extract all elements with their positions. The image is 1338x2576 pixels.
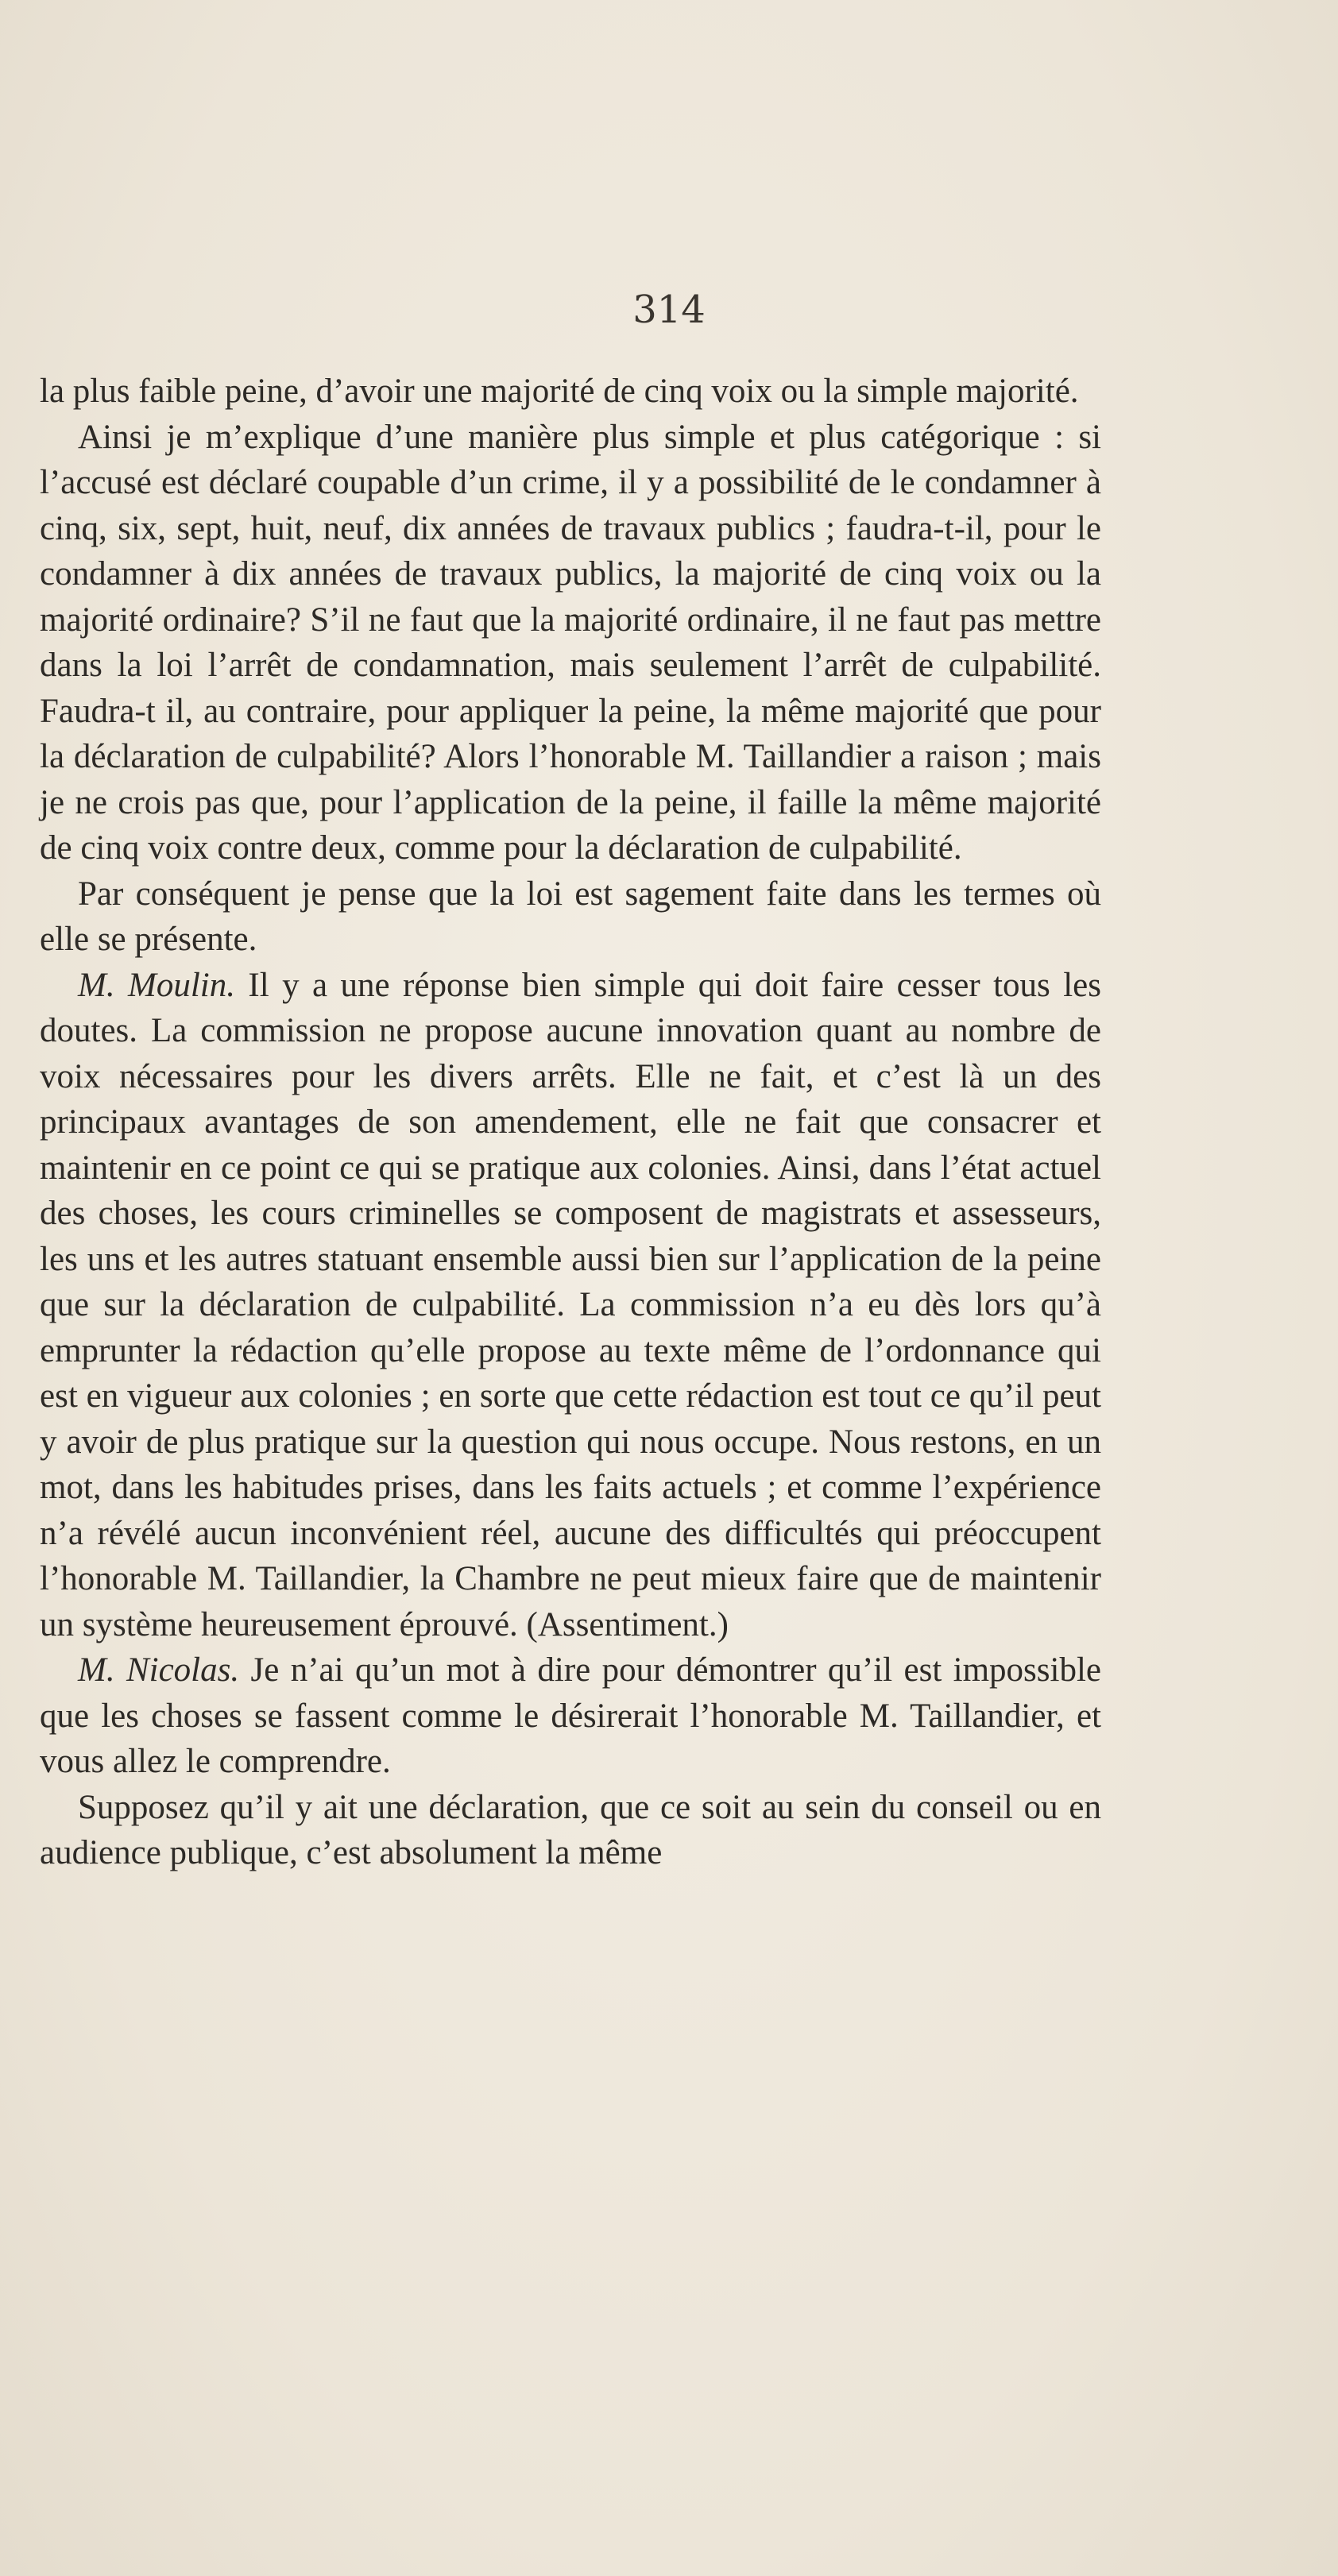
- paragraph-nicolas-speech: [40, 1647, 1101, 1785]
- paragraph-moulin-speech: [40, 963, 1101, 1648]
- body-text: [40, 369, 1101, 1876]
- paragraph-text: Ainsi je m’explique d’une manière plus simple et plus catégorique : si l’accusé est déclaré coupable d’un crime, il y a possibilité de le condamner à cinq, six, sept, huit, neuf, dix années de travaux publics ; faudra-t-il, pour le condamner à dix années de travaux publics, la majorité de cinq voix ou la majorité ordinaire? S’il ne faut que la majorité ordinaire, il ne faut pas mettre dans la loi l’arrêt de condamnation, mais seulement l’arrêt de culpabilité. Faudra-t il, au contraire, pour appliquer la peine, la même majorité que pour la déclaration de culpabilité? Alors l’honorable M. Taillandier a raison ; mais je ne crois pas que, pour l’application de la peine, il faille la même majorité de cinq voix contre deux, comme pour la déclaration de culpabilité.: [40, 418, 1101, 867]
- page-number: 314: [632, 288, 706, 332]
- paragraph-text: Il y a une réponse bien simple qui doit faire cesser tous les doutes. La commission ne propose aucune innovation quant au nombre de voix nécessaires pour les divers arrêts. Elle ne fait, et c’est là un des principaux avantages de son amendement, elle ne fait que consacrer et maintenir en ce point ce qui se pratique aux colonies. Ainsi, dans l’état actuel des choses, les cours criminelles se composent de magistrats et assesseurs, les uns et les autres statuant ensemble aussi bien sur l’application de la peine que sur la déclaration de culpabilité. La commission n’a eu dès lors qu’à emprunter la rédaction qu’elle propose au texte même de l’ordonnance qui est en vigueur aux colonies ; en sorte que cette rédaction est tout ce qu’il peut y avoir de plus pratique sur la question qui nous occupe. Nous restons, en un mot, dans les habitudes prises, dans les faits actuels ; et comme l’expérience n’a révélé aucun inconvénient réel, aucune des difficultés qui préoccupent l’honorable M. Taillandier, la Chambre ne peut mieux faire que de maintenir un système heureusement éprouvé. (Assentiment.): [40, 966, 1101, 1643]
- paragraph-text: Je n’ai qu’un mot à dire pour démontrer qu’il est impossible que les choses se fassent comme le désirerait l’honorable M. Taillandier, et vous allez le comprendre.: [40, 1651, 1102, 1780]
- speaker-name: M. Moulin.: [78, 966, 235, 1004]
- paragraph-supposition: [40, 1785, 1101, 1876]
- paragraph-text: Par conséquent je pense que la loi est sagement faite dans les termes où elle se présente.: [40, 875, 1101, 958]
- speaker-name: M. Nicolas.: [78, 1651, 240, 1689]
- paragraph-conclusion: [40, 871, 1101, 963]
- paragraph-text: la plus faible peine, d’avoir une majorité de cinq voix ou la simple majorité.: [40, 373, 1079, 410]
- paragraph-categorical-explanation: [40, 415, 1101, 871]
- paragraph-text: Supposez qu’il y ait une déclaration, que ce soit au sein du conseil ou en audience publique, c’est absolument la même: [40, 1788, 1101, 1871]
- paragraph-continuation: [40, 369, 1101, 415]
